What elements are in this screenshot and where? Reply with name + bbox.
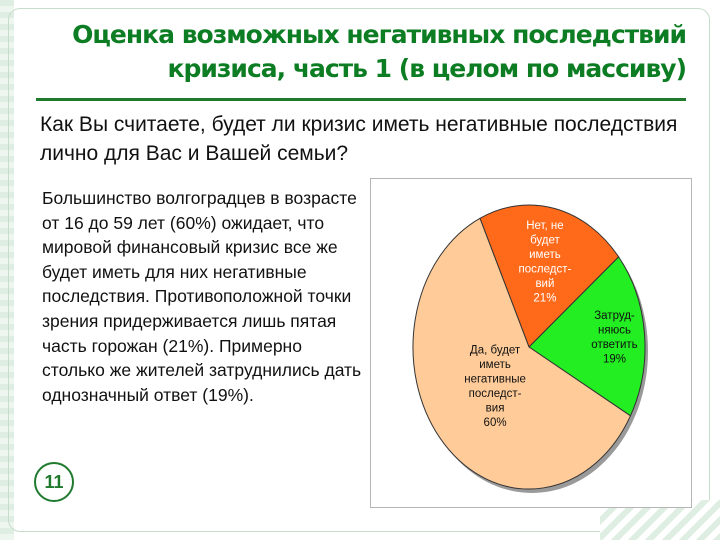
title-divider bbox=[36, 98, 686, 101]
pie-chart-panel bbox=[370, 178, 692, 508]
page-number-badge: 11 bbox=[34, 462, 74, 502]
survey-question: Как Вы считаете, будет ли кризис иметь негативные последствия лично для Вас и Вашей семьи? bbox=[40, 113, 678, 165]
pie-slice-label-1: Нет, не будет иметь последст-вий 21% bbox=[518, 219, 572, 305]
summary-text: Большинство волгоградцев в возрасте от 16 до 59 лет (60%) ожидает, что мировой финансовый кризис все же будет иметь для них негативные последствия. Противоположной точки зрения придерживается лишь пятая часть горожан (21%). Примерно столько же жителей затруднились дать однозначный ответ (19%). bbox=[42, 188, 362, 405]
slide-title-line-2: кризиса, часть 1 (в целом по массиву) bbox=[167, 54, 686, 83]
pie-slice-label-2: Затруд-няюсь ответить 19% bbox=[591, 310, 638, 366]
pie-chart bbox=[371, 179, 693, 509]
pie-slice-label-3: Да, будет иметь негативные последст-вия 60% bbox=[464, 344, 526, 429]
slide-title bbox=[40, 18, 686, 86]
slide-title-line-1: Оценка возможных негативных последствий bbox=[72, 20, 686, 49]
